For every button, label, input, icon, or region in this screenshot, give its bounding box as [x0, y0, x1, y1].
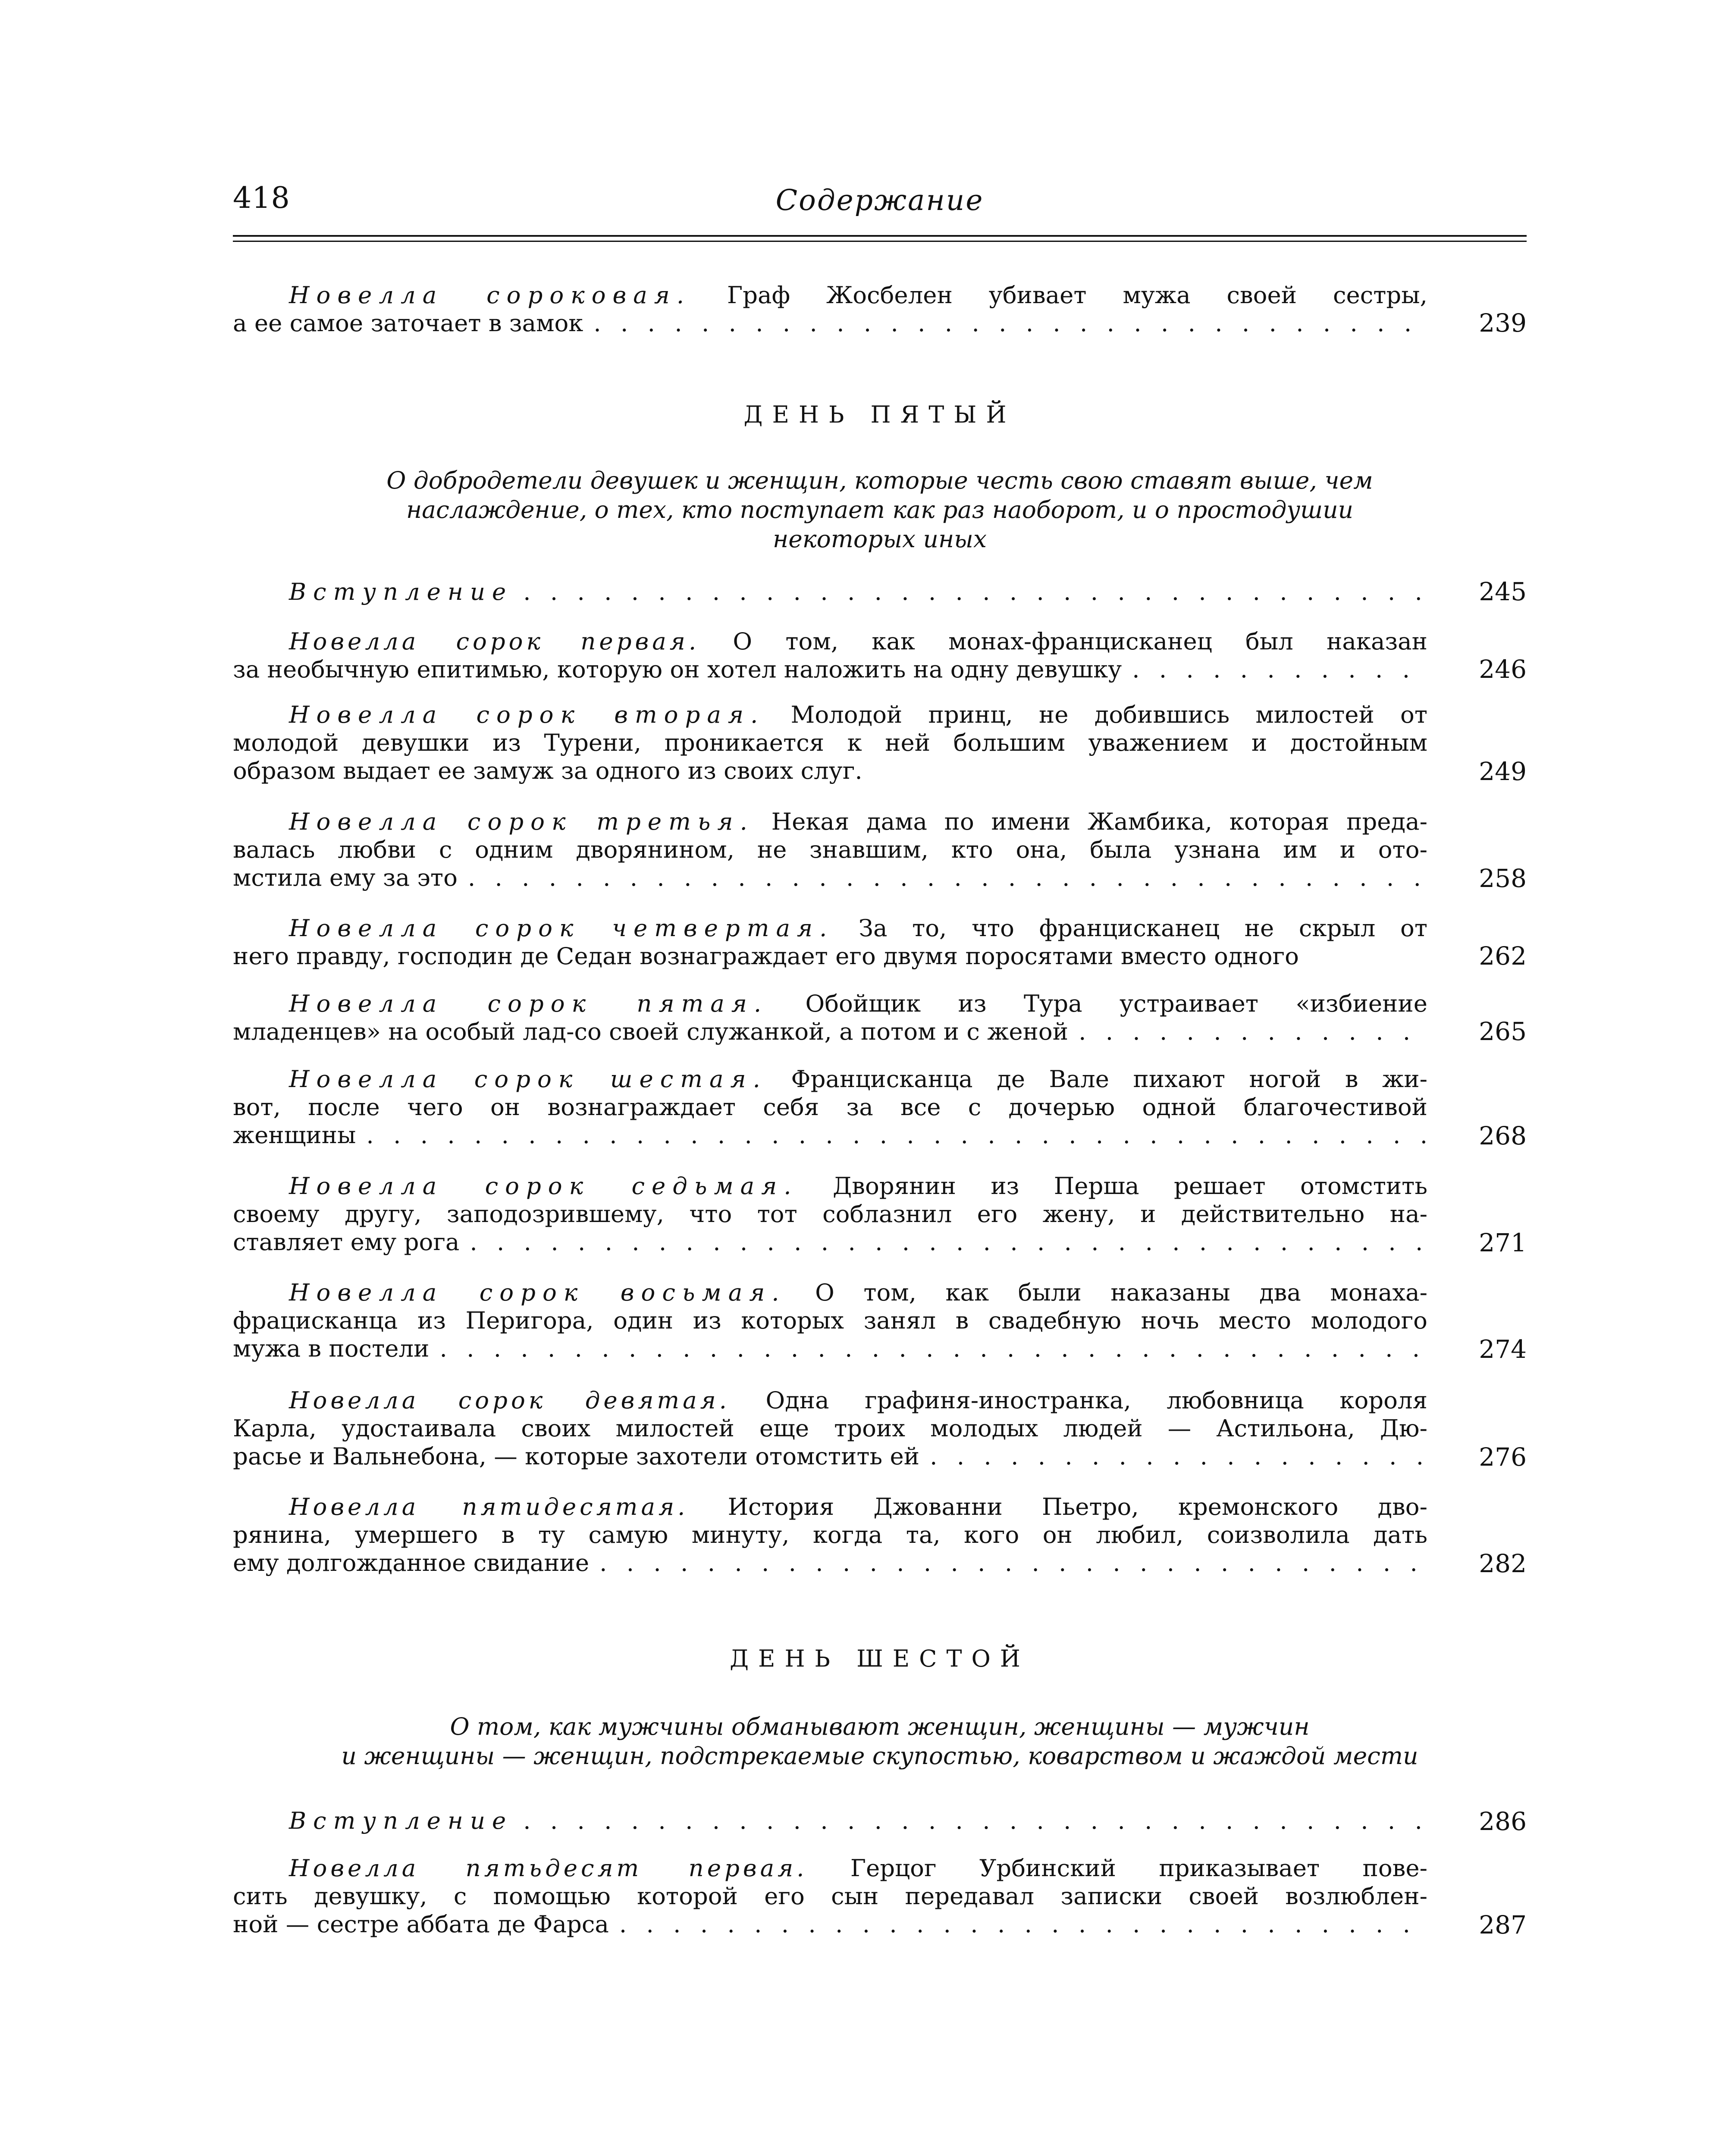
day-description	[233, 466, 1527, 554]
entry-text: О том, как были наказаны два монаха-	[815, 1279, 1427, 1306]
entry-text: женщины	[233, 1121, 356, 1149]
page-reference: 239	[1479, 308, 1527, 338]
toc-entry	[233, 281, 1427, 337]
entry-label: Новелла сорок девятая.	[289, 1386, 730, 1414]
entry-text: младенцев» на особый лад-со своей служанкой, а потом и с женой	[233, 1018, 1069, 1045]
dot-leader	[458, 864, 1427, 892]
entry-text: Карла, удостаивала своих милостей еще троих молодых людей — Астильона, Дю-	[233, 1414, 1427, 1442]
entry-text: Молодой принц, не добившись милостей от	[790, 701, 1427, 728]
day-description-line: некоторых иных	[773, 525, 987, 553]
dot-leader	[429, 1335, 1427, 1363]
entry-text: Некая дама по имени Жамбика, которая преда-	[771, 808, 1427, 835]
entry-text: своему другу, заподозрившему, что тот соблазнил его жену, и действительно на-	[233, 1200, 1427, 1228]
running-head	[233, 181, 1527, 229]
entry-text: Обойщик из Тура устраивает «избиение	[805, 990, 1427, 1017]
entry-text: образом выдает ее замуж за одного из своих слуг.	[233, 757, 862, 784]
page-reference: 282	[1479, 1549, 1527, 1578]
toc-entry	[233, 1279, 1427, 1363]
entry-text: Граф Жосбелен убивает мужа своей сестры,	[727, 281, 1427, 309]
page-reference: 276	[1479, 1442, 1527, 1472]
entry-label: Новелла сорок восьмая.	[289, 1279, 786, 1306]
running-title: Содержание	[775, 184, 984, 217]
entry-text: сить девушку, с помощью которой его сын передавал записки своей возлюблен-	[233, 1882, 1427, 1910]
dot-leader	[609, 1910, 1427, 1938]
entry-label: Новелла сорок шестая.	[289, 1065, 767, 1093]
page-reference: 265	[1479, 1017, 1527, 1046]
entry-label: Новелла сороковая.	[289, 281, 691, 309]
day-description	[233, 1712, 1527, 1771]
entry-label: Новелла сорок третья.	[289, 808, 754, 835]
entry-last-line	[233, 578, 1427, 606]
toc-entry	[233, 914, 1427, 970]
day-description-line: и женщины — женщин, подстрекаемые скупостью, коварством и жаждой мести	[341, 1742, 1418, 1770]
dot-leader	[356, 1121, 1427, 1149]
toc-entry	[233, 808, 1427, 892]
toc-entry	[233, 1065, 1427, 1149]
page-reference: 286	[1479, 1807, 1527, 1836]
toc-entry	[233, 1172, 1427, 1256]
page-reference: 245	[1479, 577, 1527, 606]
page-reference: 258	[1479, 864, 1527, 893]
dot-leader	[513, 1807, 1427, 1835]
toc-entry	[233, 990, 1427, 1046]
entry-text: Одна графиня-иностранка, любовница короля	[765, 1386, 1427, 1414]
toc-entry	[233, 627, 1427, 683]
entry-text: молодой девушки из Турени, проникается к ней большим уважением и достойным	[233, 729, 1427, 756]
entry-text: ему долгожданное свидание	[233, 1549, 590, 1576]
page-reference: 249	[1479, 757, 1527, 786]
entry-text: О том, как монах-францисканец был наказан	[733, 627, 1427, 655]
day-title: ДЕНЬ ПЯТЫЙ	[743, 401, 1016, 428]
entry-label: Новелла сорок пятая.	[289, 990, 768, 1017]
entry-text: него правду, господин де Седан вознаграждает его двумя поросятами вместо одного	[233, 942, 1299, 970]
entry-text: за необычную епитимью, которую он хотел наложить на одну девушку	[233, 655, 1122, 683]
dot-leader	[1068, 1018, 1427, 1046]
day-title: ДЕНЬ ШЕСТОЙ	[730, 1645, 1030, 1672]
page-reference: 274	[1479, 1335, 1527, 1364]
toc-entry	[233, 1493, 1427, 1577]
entry-text: ной — сестре аббата де Фарса	[233, 1910, 609, 1938]
entry-label: Новелла сорок четвертая.	[289, 914, 834, 942]
dot-leader	[919, 1442, 1427, 1470]
entry-label: Вступление	[289, 1807, 513, 1834]
day-description-line: наслаждение, о тех, кто поступает как раз наоборот, и о простодушии	[406, 496, 1354, 523]
entry-text: мстила ему за это	[233, 864, 458, 891]
toc-entry	[233, 1854, 1427, 1938]
entry-label: Новелла сорок первая.	[289, 627, 700, 655]
day-description-line: О том, как мужчины обманывают женщин, женщины — мужчин	[450, 1713, 1310, 1740]
page-reference: 271	[1479, 1228, 1527, 1257]
dot-leader	[1122, 655, 1427, 683]
dot-leader	[583, 309, 1427, 337]
entry-text: рянина, умершего в ту самую минуту, когда та, кого он любил, соизволила дать	[233, 1521, 1427, 1548]
dot-leader	[513, 578, 1427, 606]
entry-text: мужа в постели	[233, 1335, 430, 1362]
entry-label: Новелла сорок вторая.	[289, 701, 765, 728]
dot-leader	[589, 1549, 1427, 1577]
entry-label: Новелла пятидесятая.	[289, 1493, 689, 1520]
entry-text: За то, что францисканец не скрыл от	[858, 914, 1427, 942]
entry-text: фрацисканца из Перигора, один из которых занял в свадебную ночь место молодого	[233, 1307, 1427, 1334]
toc-entry-intro	[233, 1807, 1427, 1835]
header-double-rule	[233, 235, 1527, 242]
entry-text: Францисканца де Вале пихают ногой в жи-	[791, 1065, 1427, 1093]
entry-text: ставляет ему рога	[233, 1228, 460, 1256]
entry-text: валась любви с одним дворянином, не знавшим, кто она, была узнана им и ото-	[233, 836, 1427, 863]
dot-leader	[459, 1228, 1427, 1256]
entry-text: а ее самое заточает в замок	[233, 309, 583, 337]
entry-text: История Джованни Пьетро, кремонского дво-	[728, 1493, 1427, 1520]
page-reference: 246	[1479, 655, 1527, 684]
toc-entry	[233, 701, 1427, 785]
entry-text: Дворянин из Перша решает отомстить	[832, 1172, 1427, 1200]
page-reference: 268	[1479, 1121, 1527, 1150]
entry-line	[233, 281, 1427, 309]
page-reference: 287	[1479, 1910, 1527, 1940]
entry-text: расье и Вальнебона, — которые захотели отомстить ей	[233, 1442, 920, 1470]
page-number: 418	[233, 181, 290, 215]
toc-entry-intro	[233, 578, 1427, 606]
entry-label: Новелла сорок седьмая.	[289, 1172, 798, 1200]
entry-text: вот, после чего он вознаграждает себя за все с дочерью одной благочестивой	[233, 1093, 1427, 1121]
entry-last-line	[233, 309, 1427, 337]
entry-label: Вступление	[289, 578, 513, 605]
entry-label: Новелла пятьдесят первая.	[289, 1854, 808, 1882]
entry-text: Герцог Урбинский приказывает пове-	[850, 1854, 1427, 1882]
page-reference: 262	[1479, 941, 1527, 971]
toc-entry	[233, 1386, 1427, 1470]
day-description-line: О добродетели девушек и женщин, которые честь свою ставят выше, чем	[386, 467, 1373, 494]
